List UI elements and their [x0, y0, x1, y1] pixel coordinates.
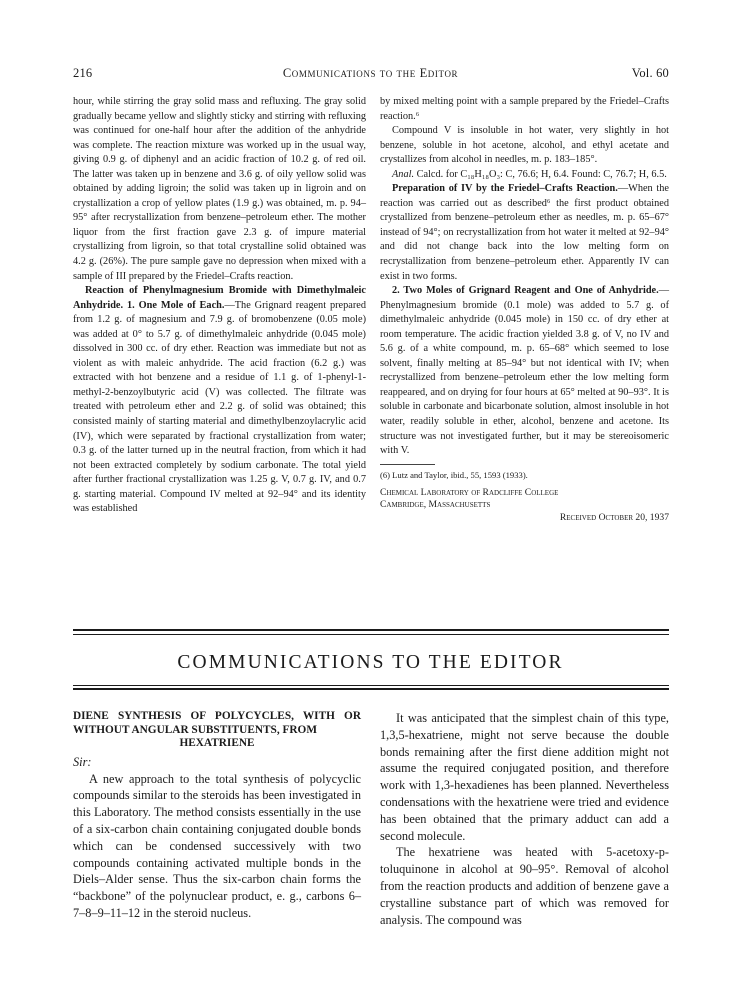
paragraph — [73, 284, 366, 517]
running-title: Communications to the Editor — [282, 66, 459, 80]
paragraph — [380, 284, 669, 459]
laboratory-location: Cambridge, Massachusetts — [380, 499, 491, 511]
section-rule-top-thick — [73, 629, 669, 631]
paragraph — [380, 182, 669, 284]
analysis-label: Anal. — [392, 168, 415, 180]
article-title-last-line: HEXATRIENE — [179, 737, 255, 750]
paragraph-body: —Phenylmagnesium bromide (0.1 mole) was added to 5.7 g. of dimethylmaleic anhydride (0.045 mole) in 150 cc. of dry ether at room temperature. The acidic fraction yielded 3.8 g. of V, no IV and 5.6 g. of a white compound, m. p. 65–68° which seemed to lose solvent, finally melting at 85–94° but not identical with IV; when recrystallized from benzene–petroleum ether the low melting form reappeared, and on drying for four hours at 65° melted at 90–93°. It is soluble in carbonate and bicarbonate solution, almost insoluble in hot water, readily soluble in ether, alcohol, benzene and acetone. Its structure was not investigated further, but it may be stereoisomeric with V. — [380, 285, 669, 457]
paragraph-heading: Preparation of IV by the Friedel–Crafts Reaction. — [392, 183, 618, 195]
paragraph: It was anticipated that the simplest chain of this type, 1,3,5-hexatriene, might not serve because the double bonds remaining after the first diene addition might not assume the required conjugated position, and therefore work with 1,3-hexadienes has been planned. Nevertheless condensations with the hexatriene were tried and evidence has been obtained that the primary adduct can add a second molecule. — [380, 711, 669, 843]
section-rule-bottom-thick — [73, 688, 669, 690]
salutation: Sir: — [73, 754, 92, 769]
lower-left-column — [73, 710, 361, 922]
section-title: COMMUNICATIONS TO THE EDITOR — [177, 652, 564, 673]
paragraph-heading: Reaction of Phenylmagnesium Bromide with Dimethylmaleic Anhydride. 1. One Mole of Each. — [73, 285, 366, 311]
received-date: Received October 20, 1937 — [559, 512, 669, 524]
page-number: 216 — [73, 66, 93, 80]
footnote: (6) Lutz and Taylor, ibid., 55, 1593 (1933). — [380, 469, 528, 480]
section-rule-top-thin — [73, 634, 669, 635]
laboratory-name: Chemical Laboratory of Radcliffe College — [380, 486, 559, 498]
lower-right-column — [380, 710, 669, 928]
section-rule-bottom-thin — [73, 685, 669, 686]
footnote-divider — [380, 464, 435, 465]
paragraph: by mixed melting point with a sample prepared by the Friedel–Crafts reaction.⁶ — [380, 96, 669, 122]
article-title-main: DIENE SYNTHESIS OF POLYCYCLES, WITH OR WITHOUT ANGULAR SUBSTITUENTS, FROM — [73, 710, 361, 736]
paragraph: hour, while stirring the gray solid mass and refluxing. The gray solid gradually became yellow and slightly sticky and stirring with refluxing was continued for one-half hour after the addition of the anhydride was complete. The reaction mixture was worked up in the usual way, giving 0.9 g. of diphenyl and an acidic fraction of 10.2 g. of red oil. The latter was taken up in benzene and 3.6 g. of oily yellow solid was obtained by adding ligroin; the solid was taken up in ligroin and on crystallization a crop of yellow plates (1.9 g.) was obtained, m. p. 94–95° after recrystallization from benzene–petroleum ether. The mother liquor from the first fraction gave 2.3 g. of impure material crystallizing from ligroin, so that total crystalline solid obtained was 4.2 g. (26%). The pure sample gave no depression when mixed with a sample of III prepared by the Friedel–Crafts reaction. — [73, 96, 366, 282]
paragraph-body: —When the reaction was carried out as described⁶ the first product obtained crystallized from benzene–petroleum ether as needles, m. p. 65–67° instead of 94°; on recrystallization from hot water it melted at 92–94° and did not change back into the low melting form on recrystallization from benzene–petroleum ether. Apparently IV can exist in two forms. — [380, 183, 669, 282]
upper-left-column — [73, 95, 366, 517]
paragraph-heading: 2. Two Moles of Grignard Reagent and One of Anhydride. — [392, 285, 659, 297]
affiliation-block — [380, 487, 669, 525]
volume-label: Vol. 60 — [631, 66, 669, 80]
paragraph: A new approach to the total synthesis of polycyclic compounds similar to the steroids has been investigated in this Laboratory. The method consists essentially in the use of a six-carbon chain containing conjugated double bonds which can be condensed successively with two compounds containing activated multiple bonds in the Diels–Alder sense. Thus the six-carbon chain forms the “backbone” of the polynuclear product, e. g., carbons 6–7–8–9–11–12 in the steroid nucleus. — [73, 771, 361, 920]
analysis-values: Calcd. for C₁₈H₁₈O₃: C, 76.6; H, 6.4. Found: C, 76.7; H, 6.5. — [414, 168, 667, 180]
paragraph-body: —The Grignard reagent prepared from 1.2 g. of magnesium and 7.9 g. of bromobenzene (0.05 mole) was added at 0° to 5.7 g. of dimethylmaleic anhydride (0.045 mole) dissolved in 300 cc. of dry ether. Reaction was immediate but not as violent as with maleic anhydride. The acid fraction (6.2 g.) was extracted with hot benzene and a residue of 1.1 g. of 1-phenyl-1-methyl-2-benzoylbutyric acid (V) was collected. The filtrate was treated with petroleum ether and 2.2 g. of solid was obtained; this consisted mainly of starting material and dimethylbenzoylacrylic acid (IV), which were separated by fractional crystallization from water; 0.3 g. of the latter turned up in the neutral fraction, from which it had not been extracted completely by sodium carbonate. The total yield after further fractional crystallization was 1.25 g. V, 0.7 g. IV, and 0.7 g. starting material. Compound IV melted at 92–94° and its identity was established — [73, 299, 366, 515]
upper-right-column — [380, 95, 669, 525]
article-title — [73, 710, 361, 751]
paragraph: Compound V is insoluble in hot water, very slightly in hot benzene, soluble in hot acetone, alcohol, and ethyl acetate and crystallizes from alcohol in needles, m. p. 183–185°. — [380, 125, 669, 166]
paragraph: The hexatriene was heated with 5-acetoxy-p-toluquinone in alcohol at 90–95°. Removal of alcohol from the reaction products and addition of benzene gave a crystalline substance part of which was removed for analysis. The compound was — [380, 845, 669, 927]
analysis-line — [380, 168, 669, 183]
